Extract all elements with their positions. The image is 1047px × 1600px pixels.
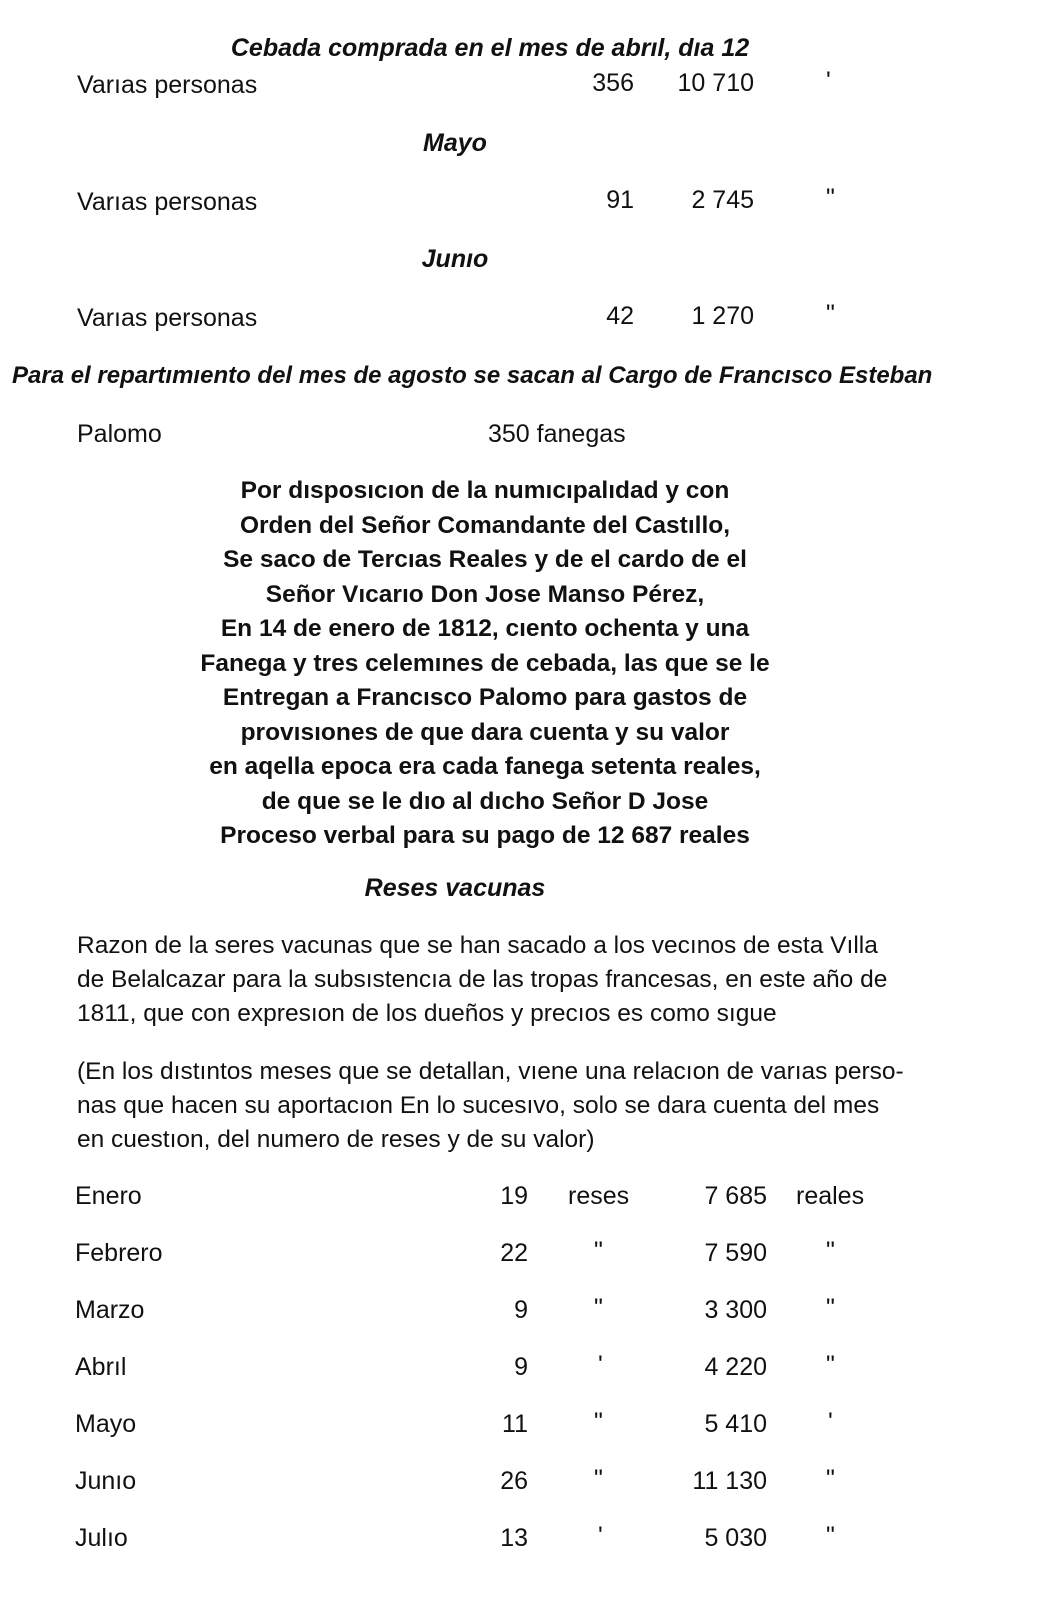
disposicion-line: Proceso verbal para su pago de 12 687 reales [220, 822, 750, 849]
count-cell: 13 [500, 1524, 528, 1552]
currency-cell: " [826, 1465, 835, 1493]
disposicion-line: Orden del Señor Comandante del Castıllo, [239, 511, 731, 539]
intro-line: Razon de la seres vacunas que se han sacado a los vecınos de esta Vılla [77, 932, 878, 959]
unit-cell: ' [598, 1351, 603, 1379]
reparto-name: Palomo [77, 420, 162, 448]
value-cell: 7 685 [704, 1182, 767, 1210]
currency-cell: ' [828, 1408, 833, 1436]
disposicion-block [0, 474, 975, 854]
count-cell: 22 [500, 1239, 528, 1267]
currency-cell: " [826, 1522, 835, 1550]
disposicion-line: En 14 de enero de 1812, cıento ochenta y una [220, 615, 750, 642]
month-cell: Julıo [75, 1524, 128, 1552]
reparto-amount: 350 fanegas [488, 420, 626, 448]
intro-line: de Belalcazar para la subsıstencıa de las tropas francesas, en este año de [77, 966, 888, 993]
row-qty: 42 [606, 302, 634, 330]
count-cell: 11 [502, 1410, 528, 1438]
currency-cell: " [826, 1237, 835, 1265]
reparto-heading: Para el repartımıento del mes de agosto se sacan al Cargo de Francısco Esteban [12, 362, 933, 389]
value-cell: 7 590 [704, 1239, 767, 1267]
month-cell: Junıo [75, 1467, 137, 1495]
ditto-mark: " [826, 300, 835, 328]
reses-note [77, 1055, 982, 1157]
unit-cell: ' [598, 1522, 603, 1550]
value-cell: 5 410 [704, 1410, 767, 1438]
month-cell: Febrero [75, 1239, 163, 1267]
currency-cell: " [826, 1351, 835, 1379]
month-cell: Marzo [75, 1296, 145, 1324]
section-heading-mayo: Mayo [423, 129, 487, 157]
disposicion-line: Por dısposıcıon de la numıcıpalıdad y con [240, 477, 730, 504]
row-qty: 356 [592, 69, 634, 97]
unit-cell: " [594, 1294, 603, 1322]
reses-intro [77, 929, 982, 1031]
currency-cell: reales [796, 1182, 865, 1210]
value-cell: 3 300 [704, 1296, 767, 1324]
value-cell: 5 030 [704, 1524, 767, 1552]
note-line: en cuestıon, del numero de reses y de su valor) [77, 1126, 595, 1153]
row-qty: 91 [606, 186, 634, 214]
disposicion-line: Señor Vıcarıo Don Jose Manso Pérez, [265, 580, 705, 608]
month-cell: Enero [75, 1182, 142, 1210]
note-line: nas que hacen su aportacıon En lo sucesıvo, solo se dara cuenta del mes [77, 1092, 880, 1119]
disposicion-line: Se saco de Tercıas Reales y de el cardo de el [223, 546, 747, 573]
reses-heading: Reses vacunas [364, 874, 546, 902]
currency-cell: " [826, 1294, 835, 1322]
note-line: (En los dıstıntos meses que se detallan, vıene una relacıon de varıas perso- [77, 1058, 904, 1085]
disposicion-line: Fanega y tres celemınes de cebada, las que se le [200, 649, 770, 677]
row-value: 10 710 [677, 69, 754, 97]
value-cell: 11 130 [692, 1467, 767, 1495]
unit-cell: " [594, 1237, 603, 1265]
row-value: 1 270 [691, 302, 754, 330]
unit-cell: " [594, 1465, 603, 1493]
unit-cell: " [594, 1408, 603, 1436]
section-heading-junio: Junıo [421, 245, 489, 273]
disposicion-line: provısıones de que dara cuenta y su valor [240, 718, 730, 746]
row-label: Varıas personas [77, 188, 258, 216]
ditto-mark: ' [826, 67, 831, 95]
disposicion-line: en aqella epoca era cada fanega setenta reales, [209, 753, 761, 780]
count-cell: 9 [514, 1353, 528, 1381]
count-cell: 19 [500, 1182, 528, 1210]
ditto-mark: " [826, 184, 835, 212]
intro-line: 1811, que con expresıon de los dueños y precıos es como sıgue [77, 1000, 777, 1027]
disposicion-line: de que se le dıo al dıcho Señor D Jose [261, 787, 709, 815]
disposicion-line: Entregan a Francısco Palomo para gastos de [222, 684, 748, 711]
value-cell: 4 220 [704, 1353, 767, 1381]
section-heading-abril: Cebada comprada en el mes de abrıl, dıa 12 [230, 34, 750, 62]
month-cell: Mayo [75, 1410, 137, 1438]
row-label: Varıas personas [77, 304, 258, 332]
count-cell: 9 [514, 1296, 528, 1324]
count-cell: 26 [500, 1467, 528, 1495]
row-label: Varıas personas [77, 71, 258, 99]
row-value: 2 745 [691, 186, 754, 214]
unit-cell: reses [568, 1182, 630, 1210]
month-cell: Abrıl [75, 1353, 127, 1381]
